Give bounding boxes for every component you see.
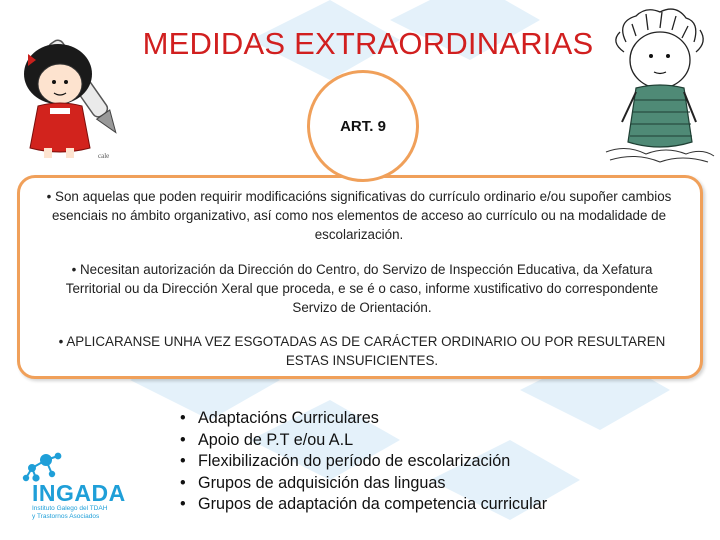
article-label: ART. 9 xyxy=(340,117,386,135)
svg-text:cale: cale xyxy=(98,152,110,160)
definition-paragraph: • Son aquelas que poden requirir modificacións significativas do currículo ordinario e/ou supoñer cambios esenciais no ámbito organizativo, así como nos elementos de acceso ao currículo ou na modalidade de escolarización. xyxy=(46,189,672,242)
list-item: • Adaptacións Curriculares xyxy=(180,409,379,427)
article-circle xyxy=(307,70,419,182)
list-item: • Apoio de P.T e/ou A.L xyxy=(180,430,354,449)
measures-list xyxy=(180,408,547,516)
slide-title: MEDIDAS EXTRAORDINARIAS xyxy=(142,26,594,61)
authorization-paragraph: • Necesitan autorización da Dirección do Centro, do Servizo de Inspección Educativa, da Xefatura Territorial ou da Dirección Xeral que proceda, e se é o caso, informe xustificativo do correspondente Servizo de Orientación. xyxy=(65,262,659,315)
list-item: • Grupos de adaptación da competencia curricular xyxy=(180,495,548,514)
logo-name: INGADA xyxy=(32,480,126,506)
mafalda-with-pen-image xyxy=(8,30,123,162)
logo-subtitle: Instituto Galego del TDAH y Trastornos Asociados xyxy=(32,505,108,520)
list-item: • Grupos de adquisición das linguas xyxy=(180,473,446,492)
application-paragraph: • APLICARANSE UNHA VEZ ESGOTADAS AS DE CARÁCTER ORDINARIO OU POR RESULTAREN ESTAS INSUFICIENTES. xyxy=(58,334,666,368)
list-item: • Flexibilización do período de escolarización xyxy=(180,452,511,471)
